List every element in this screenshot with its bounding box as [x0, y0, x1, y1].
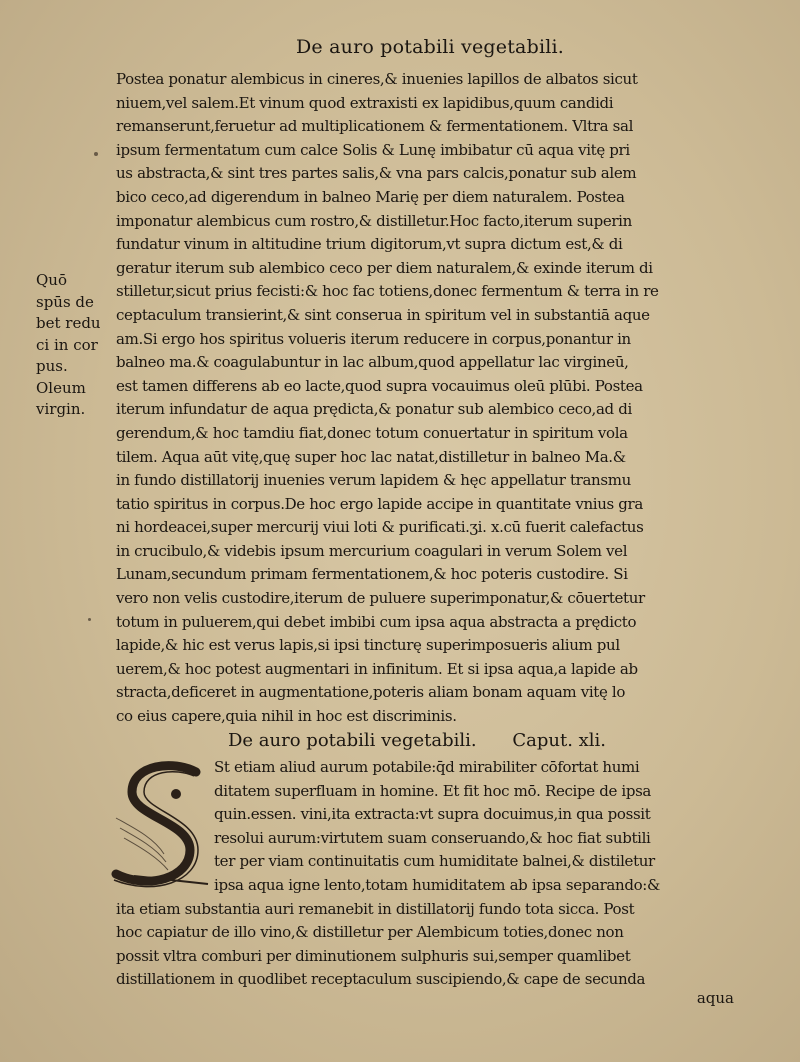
- margin-note-line: ci in cor: [36, 335, 98, 354]
- text-line: distillationem in quodlibet receptaculum suscipiendo,& cape de secunda: [116, 970, 646, 989]
- text-line: uerem,& hoc potest augmentari in infinitum. Et si ipsa aqua,a lapide ab: [116, 659, 638, 678]
- text-line: vero non velis custodire,iterum de puluere superimponatur,& cōuertetur: [116, 589, 645, 608]
- text-line: ceptaculum transierint,& sint conserua in spiritum vel in substantiā aque: [116, 305, 650, 324]
- text-line: quin.essen. vini,ita extracta:vt supra docuimus,in qua possit: [214, 805, 651, 824]
- text-line: ni hordeacei,super mercurij viui loti & purificati.ʒi. x.cū fuerit calefactus: [116, 518, 644, 537]
- chapter-number: Caput. xli.: [512, 730, 607, 751]
- text-line: in crucibulo,& videbis ipsum mercurium coagulari in verum Solem vel: [116, 541, 628, 560]
- text-line: possit vltra comburi per diminutionem sulphuris sui,semper quamlibet: [116, 946, 631, 965]
- text-line: St etiam aliud aurum potabile:q̄d mirabiliter cōfortat humi: [214, 758, 640, 776]
- margin-note-line: Oleum: [36, 378, 86, 397]
- text-line: tilem. Aqua aūt vitę,quę super hoc lac natat,distilletur in balneo Ma.&: [116, 447, 626, 466]
- text-line: totum in puluerem,qui debet imbibi cum ipsa aqua abstracta a prędicto: [116, 612, 637, 631]
- text-line: niuem,vel salem.Et vinum quod extraxisti ex lapidibus,quum candidi: [116, 93, 614, 112]
- ink-blot: [94, 152, 98, 156]
- margin-note-line: pus.: [36, 357, 68, 375]
- chapter-title: De auro potabili vegetabili.: [228, 730, 477, 751]
- text-line: am.Si ergo hos spiritus volueris iterum reducere in corpus,ponantur in: [116, 329, 631, 348]
- margin-note: [36, 270, 110, 421]
- text-line: co eius capere,quia nihil in hoc est discriminis.: [116, 707, 457, 726]
- text-line: fundatur vinum in altitudine trium digitorum,vt supra dictum est,& di: [116, 235, 623, 254]
- text-line: resolui aurum:virtutem suam conseruando,& hoc fiat subtili: [214, 828, 651, 847]
- text-line: ditatem superfluam in homine. Et fit hoc mō. Recipe de ipsa: [214, 781, 652, 800]
- text-line: us abstracta,& sint tres partes salis,& vna pars calcis,ponatur sub alem: [116, 164, 637, 183]
- text-line: geratur iterum sub alembico ceco per diem naturalem,& exinde iterum di: [116, 258, 653, 277]
- text-line: Lunam,secundum primam fermentationem,& hoc poteris custodire. Si: [116, 565, 628, 584]
- text-line: stracta,deficeret in augmentatione,poteris aliam bonam aquam vitę lo: [116, 683, 626, 702]
- text-line: hoc capiatur de illo vino,& distilletur per Alembicum toties,donec non: [116, 923, 624, 942]
- text-line: ter per viam continuitatis cum humiditate balnei,& distiletur: [214, 852, 655, 871]
- text-line: ipsum fermentatum cum calce Solis & Lunę imbibatur cū aqua vitę pri: [116, 140, 630, 159]
- margin-note-line: Quō: [36, 271, 67, 289]
- text-line: bico ceco,ad digerendum in balneo Marię per diem naturalem. Postea: [116, 187, 625, 206]
- text-line: est tamen differens ab eo lacte,quod supra vocauimus oleū plūbi. Postea: [116, 376, 643, 395]
- text-line: in fundo distillatorij inuenies verum lapidem & hęc appellatur transmu: [116, 471, 631, 490]
- margin-note-line: virgin.: [36, 400, 86, 418]
- ink-blot: [88, 618, 91, 621]
- text-line: ita etiam substantia auri remanebit in distillatorij fundo tota sicca. Post: [116, 899, 635, 918]
- catchword: aqua: [696, 989, 734, 1007]
- text-line: lapide,& hic est verus lapis,si ipsi tincturę superimposueris alium pul: [116, 636, 620, 655]
- text-line: balneo ma.& coagulabuntur in lac album,quod appellatur lac virgineū,: [116, 353, 629, 372]
- running-head: De auro potabili vegetabili.: [296, 36, 565, 58]
- text-line: iterum infundatur de aqua prędicta,& ponatur sub alembico ceco,ad di: [116, 400, 632, 419]
- main-text-block: [116, 68, 744, 729]
- text-line: ipsa aqua igne lento,totam humiditatem ab ipsa separando:&: [214, 876, 660, 894]
- chapter-heading: [228, 730, 606, 751]
- text-line: tatio spiritus in corpus.De hoc ergo lapide accipe in quantitate vnius gra: [116, 494, 643, 513]
- text-line: remanserunt,feruetur ad multiplicationem & fermentationem. Vltra sal: [116, 117, 634, 136]
- text-line: Postea ponatur alembicus in cineres,& inuenies lapillos de albatos sicut: [116, 70, 638, 88]
- chapter-text-indented: [214, 756, 744, 874]
- margin-note-line: bet redu: [36, 314, 101, 332]
- margin-note-line: spūs de: [36, 292, 94, 311]
- text-line: stilletur,sicut prius fecisti:& hoc fac totiens,donec fermentum & terra in re: [116, 282, 659, 301]
- text-line: gerendum,& hoc tamdiu fiat,donec totum conuertatur in spiritum vola: [116, 423, 628, 442]
- text-line: imponatur alembicus cum rostro,& distilletur.Hoc facto,iterum superin: [116, 211, 632, 230]
- chapter-text-full: [116, 874, 744, 992]
